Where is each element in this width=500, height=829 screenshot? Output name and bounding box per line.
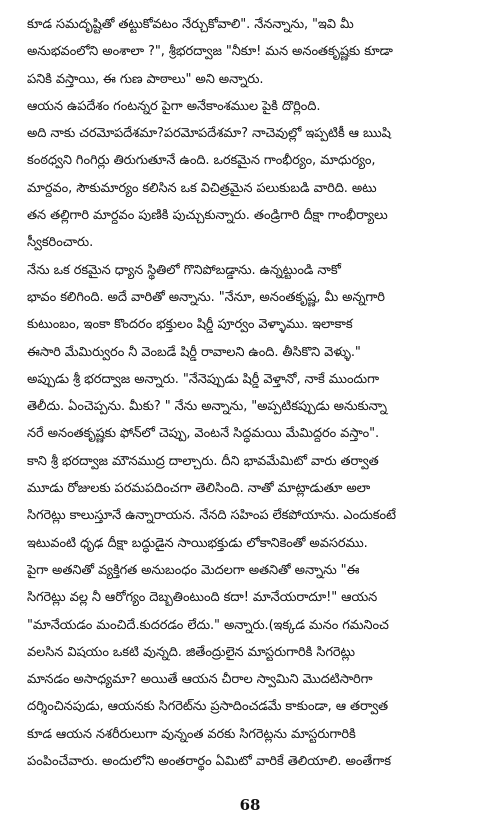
text-line: సిగరెట్లు వల్ల నీ ఆరోగ్యం దెబ్బతింటుంది కదా! మానేయరాదూ!" ఆయన [27,590,378,606]
body-text [27,11,483,775]
text-line: మానడం అసాధ్యమా? అయితే ఆయన చీరాల స్వామిని మొదటిసారిగా [27,672,373,688]
text-line: అప్పుడు శ్రీ భరద్వాజ అన్నారు. "నేనెప్పుడు షిర్డీ వెళ్తానో, నాకే ముందుగా [27,371,379,387]
text-line: వలసిన విషయం ఒకటి వున్నది. జితేంద్రులైన మాస్టరుగారికి సిగరెట్లు [27,644,355,660]
text-line: కుటుంబం, ఇంకా కొందరం భక్తులం షిర్డీ పూర్వం వెళ్ళాము. ఇలాకాక [27,317,353,333]
text-line: పంపించేవారు. అందులోని అంతరార్థం ఏమిటో వారికే తెలియాలి. అంతేగాక [27,754,391,770]
text-line: దర్శించినపుడు, ఆయనకు సిగరెట్‌ను ప్రసాదించడమే కాకుండా, ఆ తర్వాత [27,699,389,715]
text-line: భావం కలిగింది. అదే వారితో అన్నాను. "నేనూ, అనంతకృష్ణ, మీ అన్నగారి [27,289,385,305]
text-line: కాని శ్రీ భరద్వాజ మౌనముద్ర దాల్చారు. దీని భావమేమిటో వారు తర్వాత [27,453,379,469]
text-line: నరే అనంతకృష్ణకు ఫోన్‌లో చెప్పు, వెంటనే సిద్ధమయి మేమిద్దరం వస్తాం". [27,426,379,442]
text-line: కూడ ఆయన నశరీరులుగా వున్నంత వరకు సిగరెట్లను మాస్టరుగారికి [27,726,356,742]
text-line: అనుభవంలోని అంశాలా ?", శ్రీభరద్వాజ "నీకూ! మన అనంతకృష్ణకు కూడా [27,44,393,60]
text-line: నేను ఒక రకమైన ధ్యాన స్థితిలో గొనిపోబడ్డాను. ఉన్నట్టుండి నాకో [27,262,341,278]
text-line: తెలీదు. ఏంచెప్పను. మీకు? " నేను అన్నాను, "అప్పటికప్పుడు అనుకున్నా [27,399,387,415]
text-line: అది నాకు చరమోపదేశమా?పరమోపదేశమా? నాచెవుల్లో ఇప్పటికీ ఆ ఋషి [27,126,391,142]
text-line: సిగరెట్లు కాలుస్తూనే ఉన్నారాయన. నేనది సహింప లేకపోయాను. ఎందుకంటే [27,508,396,524]
text-line: మూడు రోజులకు పరమపదించగా తెలిసింది. నాతో మాట్లాడుతూ అలా [27,481,371,497]
text-line: ఆయన ఉపదేశం గంటన్నర పైగా అనేకాంశముల పైకి దొర్లింది. [27,98,321,114]
text-line: ఇటువంటి ధృఢ దీక్షా బద్ధుడైన సాయిభక్తుడు లోకానికెంతో అవసరము. [27,535,368,551]
text-line: "మానేయడం మంచిదే.కుదరడం లేదు." అన్నారు.(ఇక్కడ మనం గమనించ [27,617,389,633]
page-number: 68 [239,796,261,814]
text-line: పనికి వస్తాయి, ఈ గుణ పాఠాలు" అని అన్నారు. [27,71,264,87]
text-line: మార్దవం, సౌకుమార్యం కలిసిన ఒక విచిత్రమైన పలుకుబడి వారిది. అటు [27,180,377,196]
text-line: తన తల్లిగారి మార్దవం పుణికి పుచ్చుకున్నారు. తండ్రిగారి దీక్షా గాంభీర్యాలు [27,208,388,224]
text-line: స్వీకరించారు. [27,235,94,251]
text-line: పైగా అతనితో వ్యక్తిగత అనుబంధం మెదలగా అతనితో అన్నాను "ఈ [27,562,360,578]
text-line: కూడ సమదృష్టితో తట్టుకోవటం నేర్చుకోవాలి". నేనన్నాను, "ఇవి మీ [27,17,354,32]
text-line: ఈసారి మేమిర్వురం నీ వెంబడే షిర్డీ రావాలని ఉంది. తీసికొని వెళ్ళు." [27,344,361,360]
text-line: కంఠధ్వని గింగిర్లు తిరుగుతూనే ఉంది. ఒరకమైన గాంభీర్యం, మాధుర్యం, [27,153,376,169]
